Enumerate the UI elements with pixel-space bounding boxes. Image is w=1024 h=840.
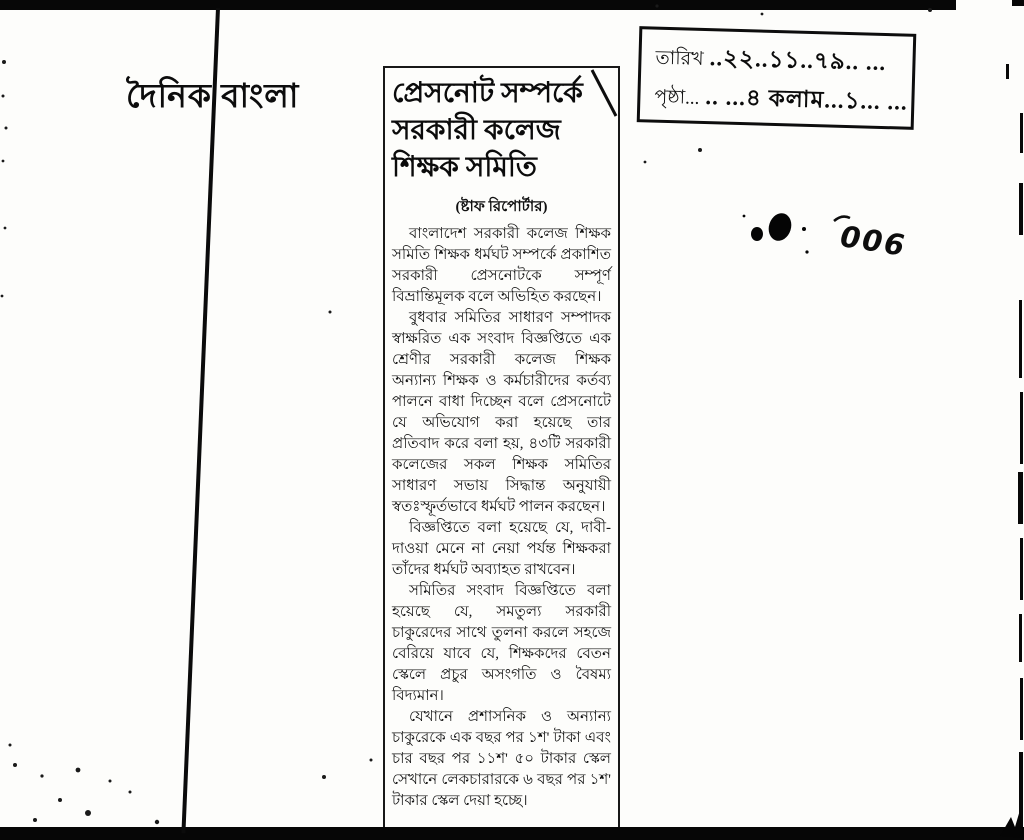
headline-line-1: প্রেসনোট সম্পর্কে [392,78,583,109]
right-edge-scan-line [1006,64,1023,827]
article-paragraph: বাংলাদেশ সরকারী কলেজ শিক্ষক সমিতি শিক্ষক ধর্মঘট সম্পর্কে প্রকাশিত সরকারী প্রেসনোটকে সম্পূর্ণ বিভ্রান্তিমূলক বলে অভিহিত করছেন। [392,225,611,305]
article-paragraph: সমিতির সংবাদ বিজ্ঞপ্তিতে বলা হয়েছে যে, সমতুল্য সরকারী চাকুরেদের সাথে তুলনা করলে সহজে বেরিয়ে যাবে যে, শিক্ষকদের বেতন স্কেলে প্রচুর অসংগতি ও বৈষম্য বিদ্যমান। [392,582,611,704]
serial-number-stamp: 006 [835,219,912,263]
scan-edge-top-right-mark [1012,0,1024,6]
stamp-page-label: পৃষ্ঠা... [654,86,700,109]
article-byline: (ষ্টাফ রিপোর্টার) [455,198,548,215]
article-paragraph: যেখানে প্রশাসনিক ও অন্যান্য চাকুরেকে এক বছর পর ১শ' টাকা এবং চার বছর পর ১১শ' ৫০ টাকার স্কেল সেখানে লেকচারারকে ৬ বছর পর ১শ' টাকার স্কেল দেয়া হচ্ছে। [392,708,611,809]
scan-edge-top-bar [0,0,956,10]
headline-line-3: শিক্ষক সমিতি [392,151,537,183]
scan-edge-bottom-bar [0,827,1024,840]
stamp-date-label: তারিখ [655,47,704,70]
stamp-date-value: ..২২..১১..৭৯.. ... [709,45,887,76]
headline-line-2: সরকারী কলেজ [392,114,561,146]
page-fold-line [181,8,220,833]
article-paragraph: বুধবার সমিতির সাধারণ সম্পাদক স্বাক্ষরিত এক সংবাদ বিজ্ঞপ্তিতে এক শ্রেণীর সরকারী কলেজ শিক্ষক অন্যান্য শিক্ষক ও কর্মচারীদের কর্তব্য পালনে বাধা দিচ্ছেন বলে প্রেসনোটে যে অভিযোগ করা হয়েছে তার প্রতিবাদ করে বলা হয়, ৪৩টি সরকারী কলেজের সকল শিক্ষক সমিতির সাধারণ সভায় সিদ্ধান্ত অনুযায়ী স্বতঃস্ফূর্তভাবে ধর্মঘট পালন করছেন। [392,309,611,515]
ink-blot [743,210,809,253]
stamp-date-line [655,38,901,84]
article-body [392,224,611,812]
news-clipping [383,66,620,827]
article-headline [392,76,611,187]
newspaper-masthead: দৈনিক বাংলা [126,79,300,115]
stamp-page-line [654,77,909,123]
archive-date-stamp-box [637,26,917,130]
article-paragraph: বিজ্ঞপ্তিতে বলা হয়েছে যে, দাবী-দাওয়া মেনে না নেয়া পর্যন্ত শিক্ষকরা তাঁদের ধর্মঘট অব্যাহত রাখবেন। [392,519,611,578]
stamp-page-value: .. ...৪ কলাম...১... ... [705,84,909,115]
